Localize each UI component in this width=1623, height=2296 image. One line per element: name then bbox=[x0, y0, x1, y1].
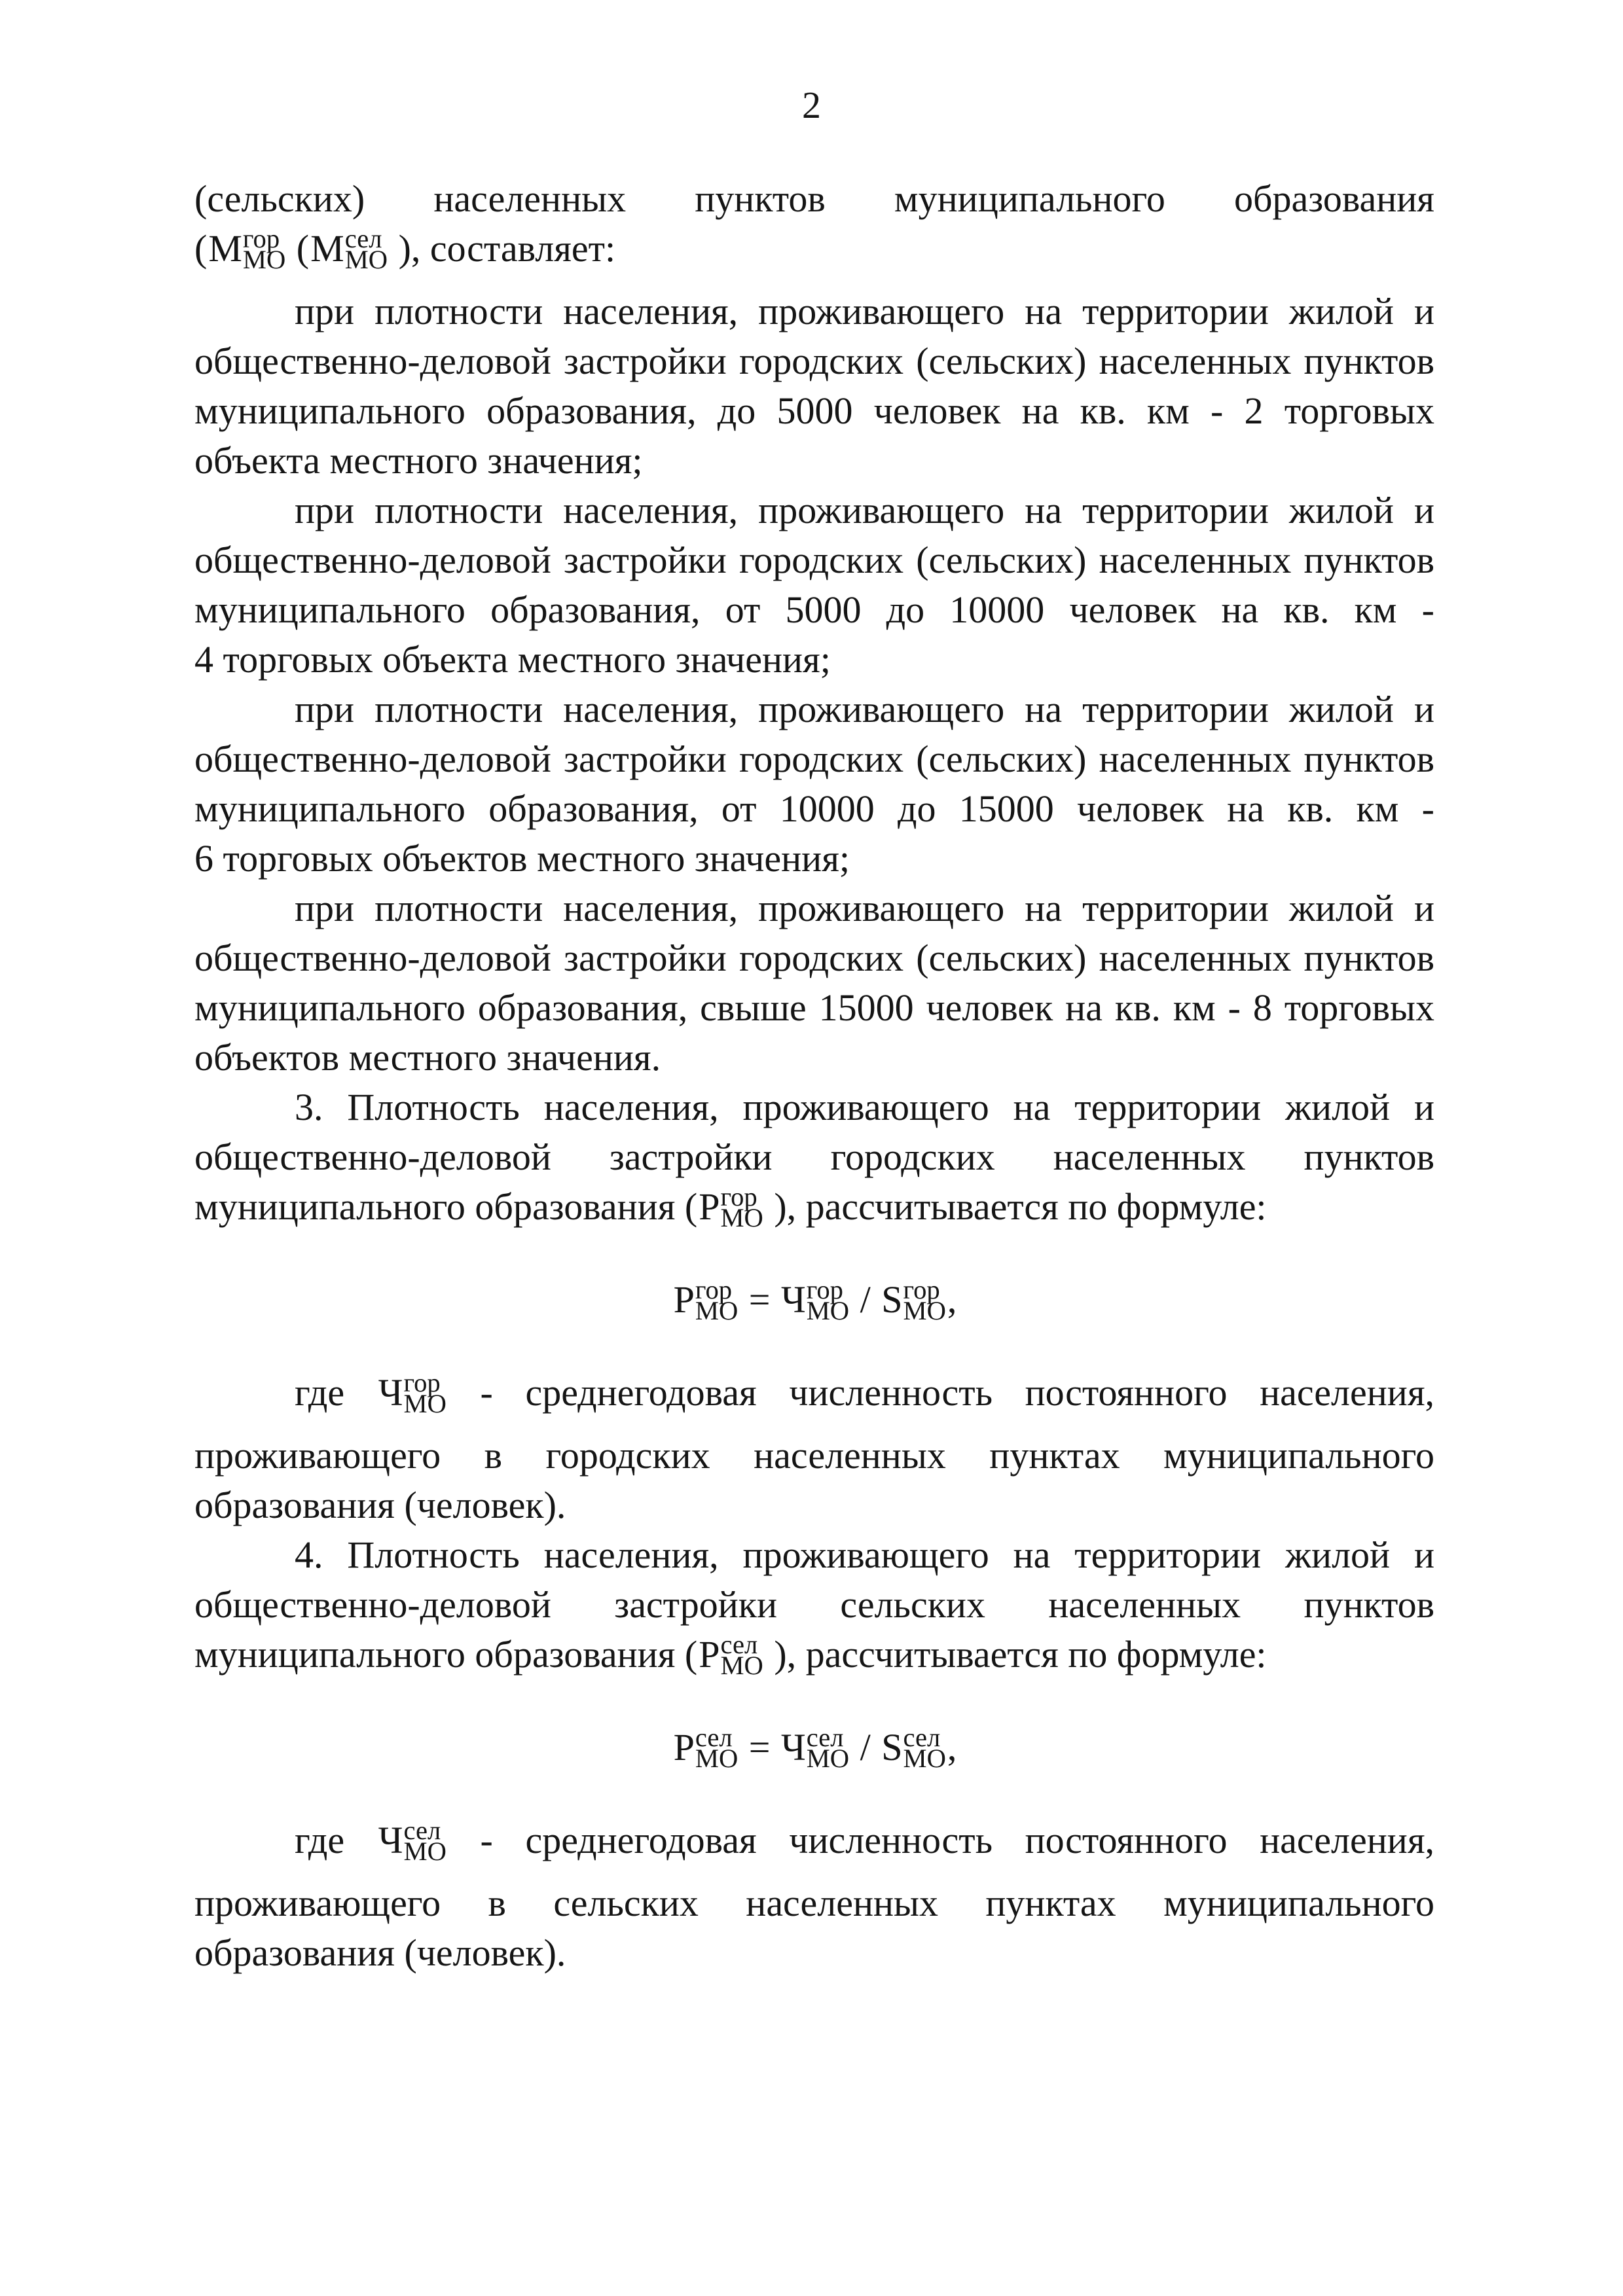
math-scripts bbox=[403, 1816, 447, 1866]
text-line bbox=[194, 1630, 1434, 1679]
math-superscript: сел bbox=[903, 1723, 941, 1753]
paragraph bbox=[194, 884, 1434, 1083]
math-scripts bbox=[903, 1723, 946, 1773]
text-run: муниципального образования, от 10000 до 15000 человек на кв. км - bbox=[194, 787, 1434, 830]
text-run: общественно-деловой застройки городских (сельских) населенных пунктов bbox=[194, 738, 1434, 780]
math-symbol bbox=[377, 1368, 448, 1418]
paragraph bbox=[194, 486, 1434, 685]
text-run: общественно-деловой застройки городских (сельских) населенных пунктов bbox=[194, 937, 1434, 979]
text-line bbox=[194, 884, 1434, 933]
math-symbol bbox=[672, 1275, 740, 1325]
text-line bbox=[194, 983, 1434, 1033]
text-run: ), рассчитывается по формуле: bbox=[764, 1633, 1267, 1676]
math-symbol bbox=[697, 1630, 765, 1680]
math-base: Ч bbox=[781, 1278, 806, 1321]
paragraph bbox=[194, 1083, 1434, 1245]
math-superscript: сел bbox=[806, 1723, 844, 1753]
text-run: - среднегодовая численность постоянного населения, bbox=[447, 1371, 1434, 1414]
math-scripts bbox=[806, 1275, 850, 1325]
math-symbol bbox=[377, 1816, 448, 1866]
math-subscript: МО bbox=[695, 1743, 739, 1773]
paragraph bbox=[194, 287, 1434, 486]
math-scripts bbox=[403, 1368, 447, 1418]
math-base: P bbox=[699, 1633, 720, 1676]
text-run: где bbox=[295, 1819, 377, 1861]
text-run: при плотности населения, проживающего на территории жилой и bbox=[295, 887, 1434, 929]
text-run: 4. Плотность населения, проживающего на территории жилой и bbox=[295, 1534, 1434, 1576]
text-run: 4 торговых объекта местного значения; bbox=[194, 638, 831, 681]
text-run: где bbox=[295, 1371, 377, 1414]
math-superscript: гор bbox=[903, 1275, 940, 1305]
math-subscript: МО bbox=[403, 1388, 447, 1418]
text-run: ), составляет: bbox=[389, 227, 616, 270]
document-body bbox=[194, 174, 1434, 1978]
text-line bbox=[194, 834, 1434, 884]
paragraph-continuation bbox=[194, 174, 1434, 287]
formula-line bbox=[194, 1723, 1434, 1772]
text-line bbox=[194, 1530, 1434, 1580]
math-symbol bbox=[780, 1275, 850, 1325]
text-line bbox=[194, 1431, 1434, 1480]
text-line bbox=[194, 734, 1434, 784]
math-superscript: сел bbox=[344, 224, 382, 254]
text-line bbox=[194, 486, 1434, 535]
math-scripts bbox=[720, 1182, 763, 1232]
text-line bbox=[194, 933, 1434, 983]
text-run: проживающего в сельских населенных пунктах муниципального bbox=[194, 1882, 1434, 1924]
math-symbol bbox=[880, 1723, 947, 1773]
text-run: - среднегодовая численность постоянного населения, bbox=[447, 1819, 1434, 1861]
text-run: образования (человек). bbox=[194, 1484, 566, 1526]
paragraph bbox=[194, 1816, 1434, 1978]
text-run: ( bbox=[287, 227, 310, 270]
text-run: общественно-деловой застройки городских (сельских) населенных пунктов bbox=[194, 340, 1434, 382]
paragraph bbox=[194, 1530, 1434, 1693]
math-subscript: МО bbox=[720, 1202, 763, 1232]
text-run: при плотности населения, проживающего на территории жилой и bbox=[295, 290, 1434, 332]
text-run: объекта местного значения; bbox=[194, 439, 643, 482]
math-superscript: сел bbox=[720, 1630, 758, 1660]
math-subscript: МО bbox=[344, 244, 388, 274]
math-base: Ч bbox=[781, 1726, 806, 1768]
text-run: , bbox=[947, 1726, 957, 1768]
text-line bbox=[194, 1368, 1434, 1418]
text-line bbox=[194, 1033, 1434, 1083]
text-line bbox=[194, 1878, 1434, 1928]
formula bbox=[194, 1275, 1434, 1325]
math-base: M bbox=[208, 227, 242, 270]
text-run: муниципального образования ( bbox=[194, 1633, 698, 1676]
page-number: 2 bbox=[802, 84, 821, 126]
math-scripts bbox=[903, 1275, 946, 1325]
text-line bbox=[194, 1132, 1434, 1182]
math-subscript: МО bbox=[806, 1743, 850, 1773]
text-line bbox=[194, 1083, 1434, 1132]
math-superscript: сел bbox=[403, 1816, 441, 1846]
text-line bbox=[194, 1480, 1434, 1530]
math-base: P bbox=[673, 1726, 695, 1768]
text-run: проживающего в городских населенных пунктах муниципального bbox=[194, 1434, 1434, 1477]
math-subscript: МО bbox=[695, 1295, 739, 1325]
text-line bbox=[194, 784, 1434, 834]
formula bbox=[194, 1723, 1434, 1772]
text-run: ), рассчитывается по формуле: bbox=[764, 1185, 1267, 1228]
text-run: образования (человек). bbox=[194, 1931, 566, 1974]
text-run: / bbox=[850, 1726, 881, 1768]
math-symbol bbox=[780, 1723, 850, 1773]
text-line bbox=[194, 535, 1434, 585]
text-run: при плотности населения, проживающего на территории жилой и bbox=[295, 688, 1434, 730]
text-run: = bbox=[739, 1278, 780, 1321]
text-line bbox=[194, 436, 1434, 486]
math-base: Ч bbox=[378, 1371, 403, 1414]
text-line bbox=[194, 585, 1434, 635]
math-base: P bbox=[673, 1278, 695, 1321]
math-symbol bbox=[309, 224, 389, 274]
text-line bbox=[194, 1182, 1434, 1232]
text-run: 3. Плотность населения, проживающего на территории жилой и bbox=[295, 1086, 1434, 1128]
math-superscript: гор bbox=[720, 1182, 757, 1212]
math-superscript: гор bbox=[806, 1275, 843, 1305]
text-run: , bbox=[947, 1278, 957, 1321]
text-line bbox=[194, 386, 1434, 436]
math-superscript: гор bbox=[242, 224, 280, 254]
math-scripts bbox=[695, 1723, 739, 1773]
math-symbol bbox=[207, 224, 287, 274]
math-subscript: МО bbox=[806, 1295, 850, 1325]
text-line bbox=[194, 1580, 1434, 1630]
text-line bbox=[194, 635, 1434, 685]
paragraph bbox=[194, 685, 1434, 884]
math-symbol bbox=[672, 1723, 740, 1773]
text-line bbox=[194, 224, 1434, 274]
text-run: муниципального образования ( bbox=[194, 1185, 698, 1228]
math-subscript: МО bbox=[242, 244, 286, 274]
math-base: P bbox=[699, 1185, 720, 1228]
formula-line bbox=[194, 1275, 1434, 1325]
math-base: S bbox=[881, 1726, 903, 1768]
text-run: ( bbox=[194, 227, 208, 270]
math-base: S bbox=[881, 1278, 903, 1321]
text-run: (сельских) населенных пунктов муниципального образования bbox=[194, 177, 1434, 220]
math-superscript: гор bbox=[403, 1368, 441, 1398]
text-run: / bbox=[850, 1278, 881, 1321]
math-subscript: МО bbox=[403, 1836, 447, 1866]
text-run: общественно-деловой застройки городских (сельских) населенных пунктов bbox=[194, 539, 1434, 581]
text-line bbox=[194, 1928, 1434, 1978]
math-subscript: МО bbox=[720, 1650, 763, 1680]
text-line bbox=[194, 336, 1434, 386]
paragraph bbox=[194, 1368, 1434, 1530]
math-base: Ч bbox=[378, 1819, 403, 1861]
math-scripts bbox=[344, 224, 388, 274]
math-scripts bbox=[242, 224, 286, 274]
text-run: = bbox=[739, 1726, 780, 1768]
text-line bbox=[194, 287, 1434, 336]
math-subscript: МО bbox=[903, 1743, 946, 1773]
math-base: M bbox=[310, 227, 344, 270]
text-run: муниципального образования, от 5000 до 10000 человек на кв. км - bbox=[194, 588, 1434, 631]
math-scripts bbox=[695, 1275, 739, 1325]
math-symbol bbox=[880, 1275, 947, 1325]
text-run: общественно-деловой застройки сельских населенных пунктов bbox=[194, 1583, 1434, 1626]
text-run: объектов местного значения. bbox=[194, 1036, 661, 1079]
text-run: при плотности населения, проживающего на территории жилой и bbox=[295, 489, 1434, 531]
text-line bbox=[194, 1816, 1434, 1865]
math-scripts bbox=[806, 1723, 850, 1773]
text-run: муниципального образования, свыше 15000 человек на кв. км - 8 торговых bbox=[194, 986, 1434, 1029]
text-line bbox=[194, 174, 1434, 224]
math-superscript: гор bbox=[695, 1275, 733, 1305]
math-superscript: сел bbox=[695, 1723, 733, 1753]
text-run: 6 торговых объектов местного значения; bbox=[194, 837, 850, 880]
math-subscript: МО bbox=[903, 1295, 946, 1325]
math-scripts bbox=[720, 1630, 763, 1680]
text-run: общественно-деловой застройки городских населенных пунктов bbox=[194, 1136, 1434, 1178]
text-line bbox=[194, 685, 1434, 734]
text-run: муниципального образования, до 5000 человек на кв. км - 2 торговых bbox=[194, 389, 1434, 432]
math-symbol bbox=[697, 1182, 765, 1232]
